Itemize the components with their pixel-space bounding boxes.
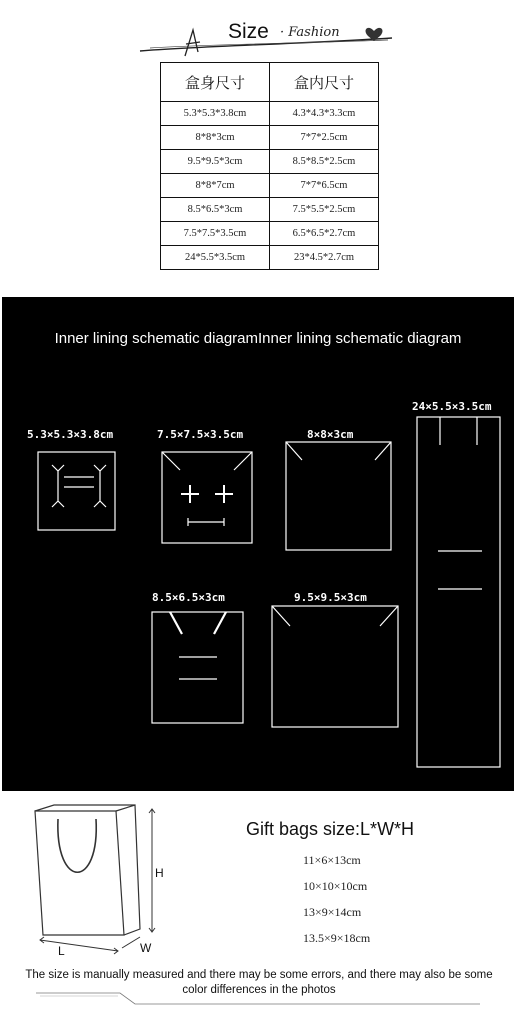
table-cell: 8*8*7cm — [161, 174, 270, 198]
gift-bag-size: 10×10×10cm — [303, 879, 368, 893]
lining-box-3 — [286, 442, 391, 550]
label-box-4: 24×5.5×3.5cm — [412, 400, 492, 413]
table-row — [161, 102, 379, 126]
footer-decoration — [0, 990, 518, 1010]
inner-lining-diagram — [2, 297, 514, 791]
length-arrow — [40, 937, 118, 954]
lining-box-5 — [152, 612, 243, 723]
label-box-5: 8.5×6.5×3cm — [152, 591, 225, 604]
table-cell: 5.3*5.3*3.8cm — [161, 102, 270, 126]
lining-box-1 — [38, 452, 115, 530]
header-flourish — [185, 30, 200, 56]
bag-handle — [58, 819, 96, 872]
table-cell: 9.5*9.5*3cm — [161, 150, 270, 174]
fashion-title — [280, 25, 340, 40]
table-cell: 24*5.5*3.5cm — [161, 246, 270, 270]
table-cell: 7*7*2.5cm — [270, 126, 379, 150]
bag-front — [35, 811, 124, 935]
table-header-row — [161, 63, 379, 102]
lining-box-4 — [417, 417, 500, 767]
table-row — [161, 222, 379, 246]
gift-bag-size: 13×9×14cm — [303, 905, 362, 919]
label-box-3: 8×8×3cm — [307, 428, 354, 441]
width-arrow — [122, 937, 140, 948]
column-header-box-size: 盒身尺寸 — [161, 63, 270, 102]
label-box-1: 5.3×5.3×3.8cm — [27, 428, 114, 441]
table-cell: 7.5*5.5*2.5cm — [270, 198, 379, 222]
table-cell: 8.5*8.5*2.5cm — [270, 150, 379, 174]
height-label: H — [155, 866, 164, 880]
column-header-inner-size: 盒内尺寸 — [270, 63, 379, 102]
fashion-word: Fashion — [288, 25, 340, 40]
table-row — [161, 198, 379, 222]
lining-box-2 — [162, 452, 252, 543]
size-title: Size — [228, 20, 269, 43]
table-cell: 7*7*6.5cm — [270, 174, 379, 198]
gift-bag-illustration — [0, 795, 240, 965]
width-label: W — [140, 941, 152, 955]
gift-bag-size: 11×6×13cm — [303, 853, 361, 867]
table-cell: 23*4.5*2.7cm — [270, 246, 379, 270]
diagram-title: Inner lining schematic diagramInner lining schematic diagram — [54, 330, 462, 347]
gift-bags-title: Gift bags size:L*W*H — [246, 819, 415, 839]
table-cell: 8*8*3cm — [161, 126, 270, 150]
size-header — [0, 0, 518, 60]
table-row — [161, 126, 379, 150]
title-separator: · — [280, 25, 285, 40]
label-box-6: 9.5×9.5×3cm — [294, 591, 367, 604]
table-cell: 7.5*7.5*3.5cm — [161, 222, 270, 246]
size-table — [160, 62, 379, 270]
label-box-2: 7.5×7.5×3.5cm — [157, 428, 244, 441]
table-row — [161, 150, 379, 174]
length-label: L — [58, 944, 65, 958]
table-cell: 6.5*6.5*2.7cm — [270, 222, 379, 246]
gift-bag-size: 13.5×9×18cm — [303, 931, 371, 945]
table-row — [161, 174, 379, 198]
lining-box-6 — [272, 606, 398, 727]
table-cell: 8.5*6.5*3cm — [161, 198, 270, 222]
lining-drawings — [2, 297, 514, 791]
footer-line — [36, 993, 480, 1004]
measurement-disclaimer: The size is manually measured and there may be some errors, and there may also be some color differences in the photos — [25, 969, 493, 996]
table-row — [161, 246, 379, 270]
table-cell: 4.3*4.3*3.3cm — [270, 102, 379, 126]
